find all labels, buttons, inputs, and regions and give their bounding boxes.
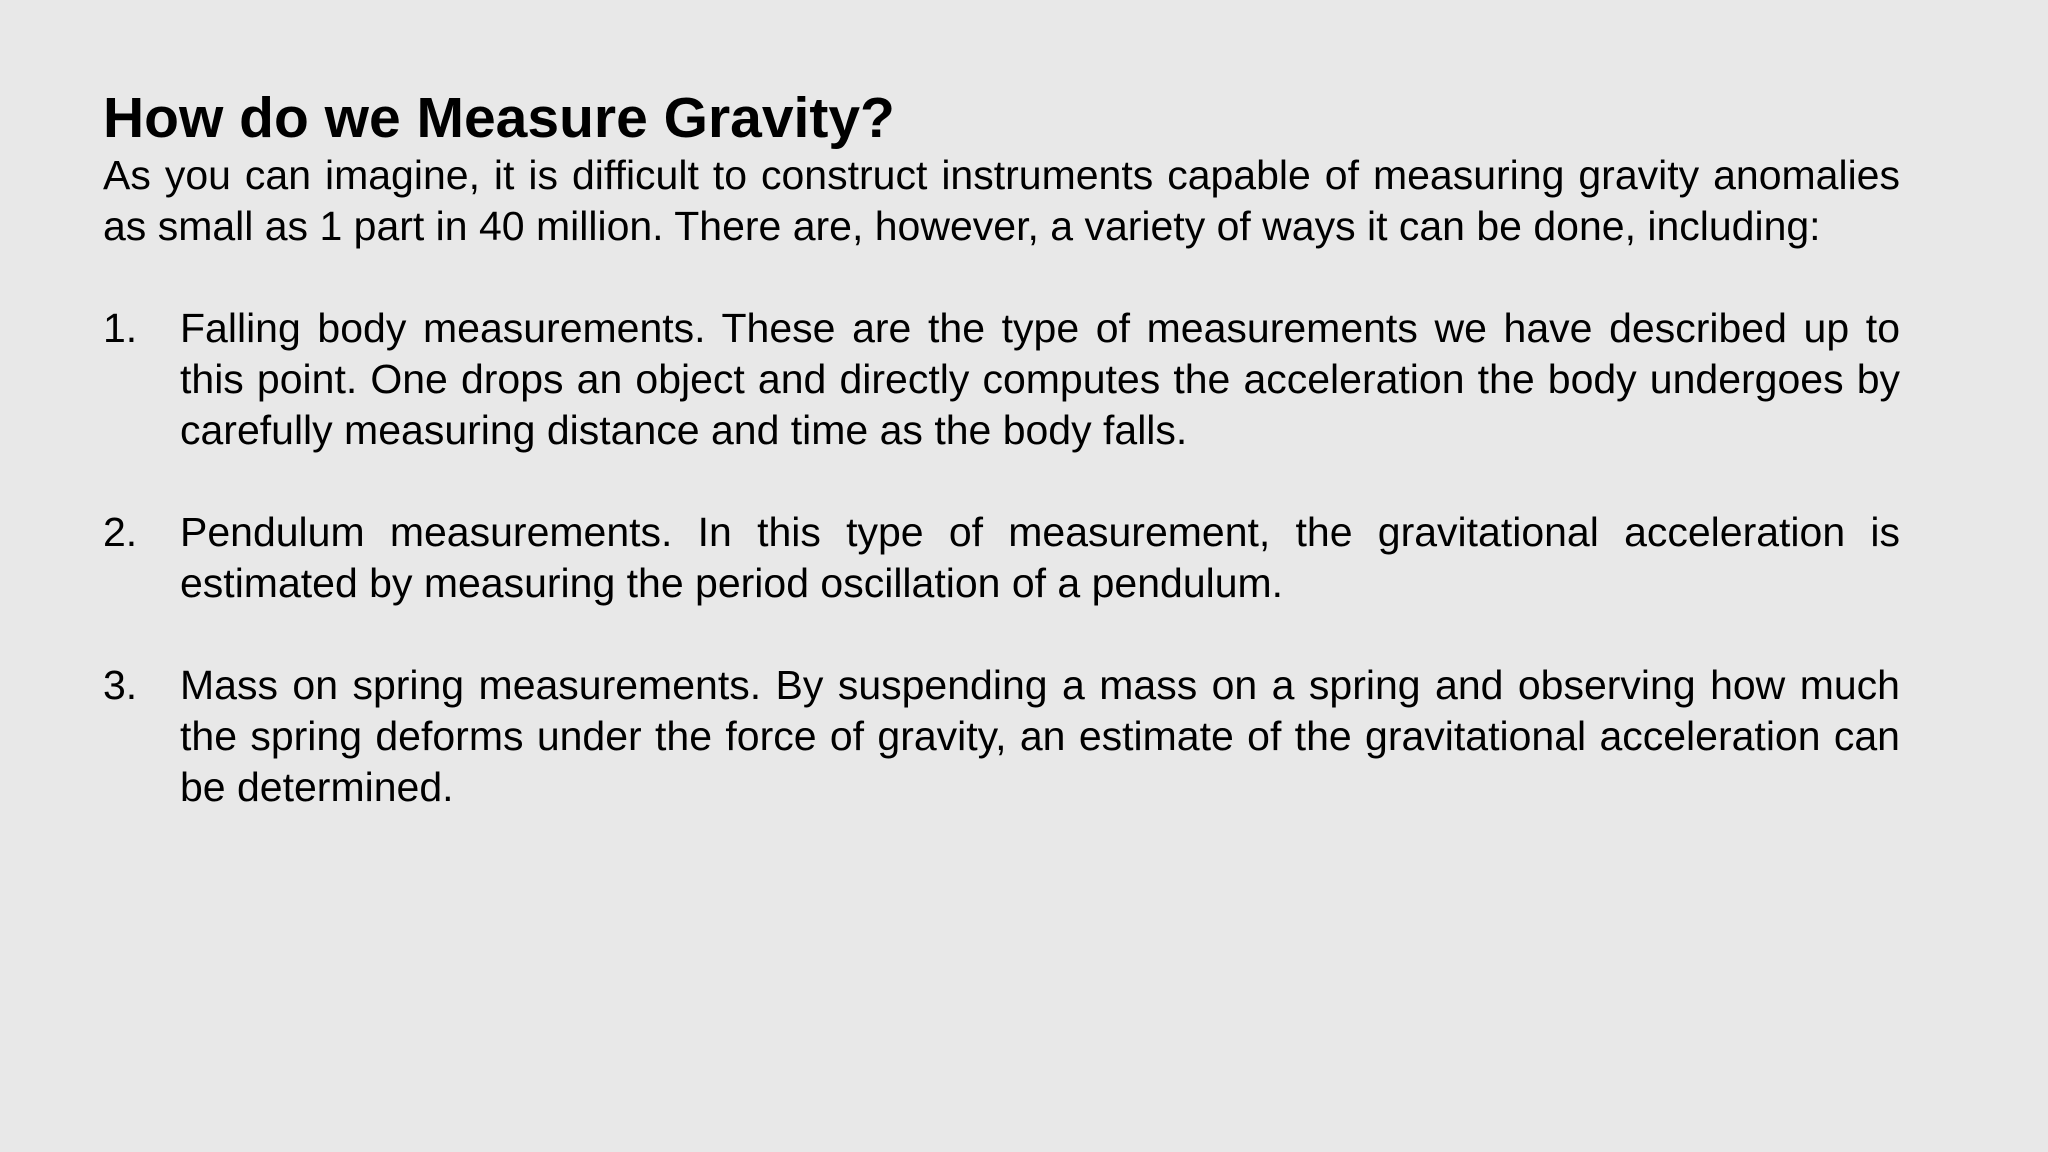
- list-item: [103, 660, 1900, 813]
- list-item-text: Pendulum measurements. In this type of measurement, the gravitational acceleration is estimated by measuring the period oscillation of a pendulum.: [180, 509, 1900, 606]
- methods-list: [103, 303, 1900, 813]
- list-item: [103, 507, 1900, 609]
- list-item-number: 1.: [103, 305, 138, 351]
- list-item-text: Falling body measurements. These are the type of measurements we have described up to this point. One drops an object and directly computes the acceleration the body undergoes by carefully measuring distance and time as the body falls.: [180, 305, 1900, 453]
- intro-paragraph: As you can imagine, it is difficult to construct instruments capable of measuring gravity anomalies as small as 1 part in 40 million. There are, however, a variety of ways it can be done, including:: [103, 152, 1900, 249]
- slide-content: [103, 86, 1900, 813]
- list-item-text: Mass on spring measurements. By suspending a mass on a spring and observing how much the spring deforms under the force of gravity, an estimate of the gravitational acceleration can be determined.: [180, 662, 1900, 810]
- slide-title: How do we Measure Gravity?: [103, 86, 895, 150]
- list-item-number: 3.: [103, 662, 138, 708]
- list-item-number: 2.: [103, 509, 138, 555]
- list-item: [103, 303, 1900, 456]
